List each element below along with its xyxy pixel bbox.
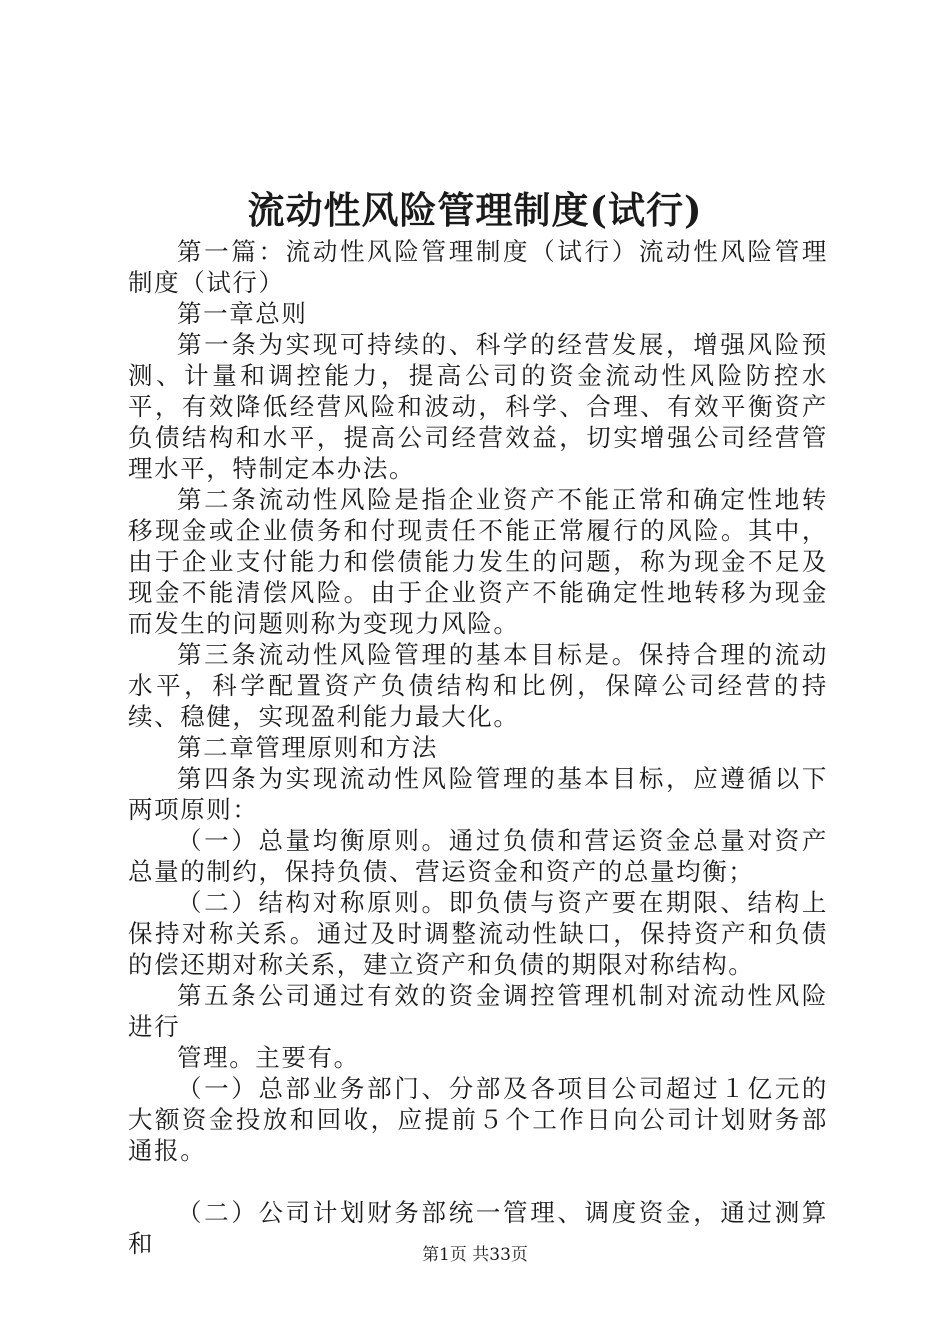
document-title: 流动性风险管理制度(试行) [247, 188, 703, 232]
paragraph-principle-2: （二）结构对称原则。即负债与资产要在期限、结构上保持对称关系。通过及时调整流动性缺口，保持资产和负债的偿还期对称关系，建立资产和负债的期限对称结构。 [128, 888, 828, 979]
paragraph-chapter-one: 第一章总则 [177, 299, 308, 328]
paragraph-measure-1: （一）总部业务部门、分部及各项目公司超过１亿元的大额资金投放和回收，应提前５个工作日向公司计划财务部通报。 [128, 1074, 828, 1165]
paragraph-article-2: 第二条流动性风险是指企业资产不能正常和确定性地转移现金或企业债务和付现责任不能正常履行的风险。其中，由于企业支付能力和偿债能力发生的问题，称为现金不足及现金不能清偿风险。由于企业资产不能确定性地转移为现金而发生的问题则称为变现力风险。 [128, 485, 828, 638]
paragraph-article-3: 第三条流动性风险管理的基本目标是。保持合理的流动水平，科学配置资产负债结构和比例，保障公司经营的持续、稳健，实现盈利能力最大化。 [128, 640, 828, 731]
paragraph-article-1: 第一条为实现可持续的、科学的经营发展，增强风险预测、计量和调控能力，提高公司的资金流动性风险防控水平，有效降低经营风险和波动，科学、合理、有效平衡资产负债结构和水平，提高公司经营效益，切实增强公司经营管理水平，特制定本办法。 [128, 330, 828, 483]
page-footer: 第1页 共33页 [422, 1245, 528, 1265]
document-body [128, 236, 828, 1259]
paragraph-measure-2: （二）公司计划财务部统一管理、调度资金，通过测算和 [128, 1198, 828, 1258]
paragraph-article-5-cont: 管理。主要有。 [177, 1043, 360, 1072]
paragraph-principle-1: （一）总量均衡原则。通过负债和营运资金总量对资产总量的制约，保持负债、营运资金和资产的总量均衡； [128, 826, 828, 886]
paragraph-article-4: 第四条为实现流动性风险管理的基本目标，应遵循以下两项原则： [128, 764, 828, 824]
paragraph-chapter-two: 第二章管理原则和方法 [177, 733, 438, 762]
paragraph-article-5: 第五条公司通过有效的资金调控管理机制对流动性风险进行 [128, 981, 828, 1041]
paragraph-part-one: 第一篇：流动性风险管理制度（试行）流动性风险管理制度（试行） [128, 237, 828, 297]
